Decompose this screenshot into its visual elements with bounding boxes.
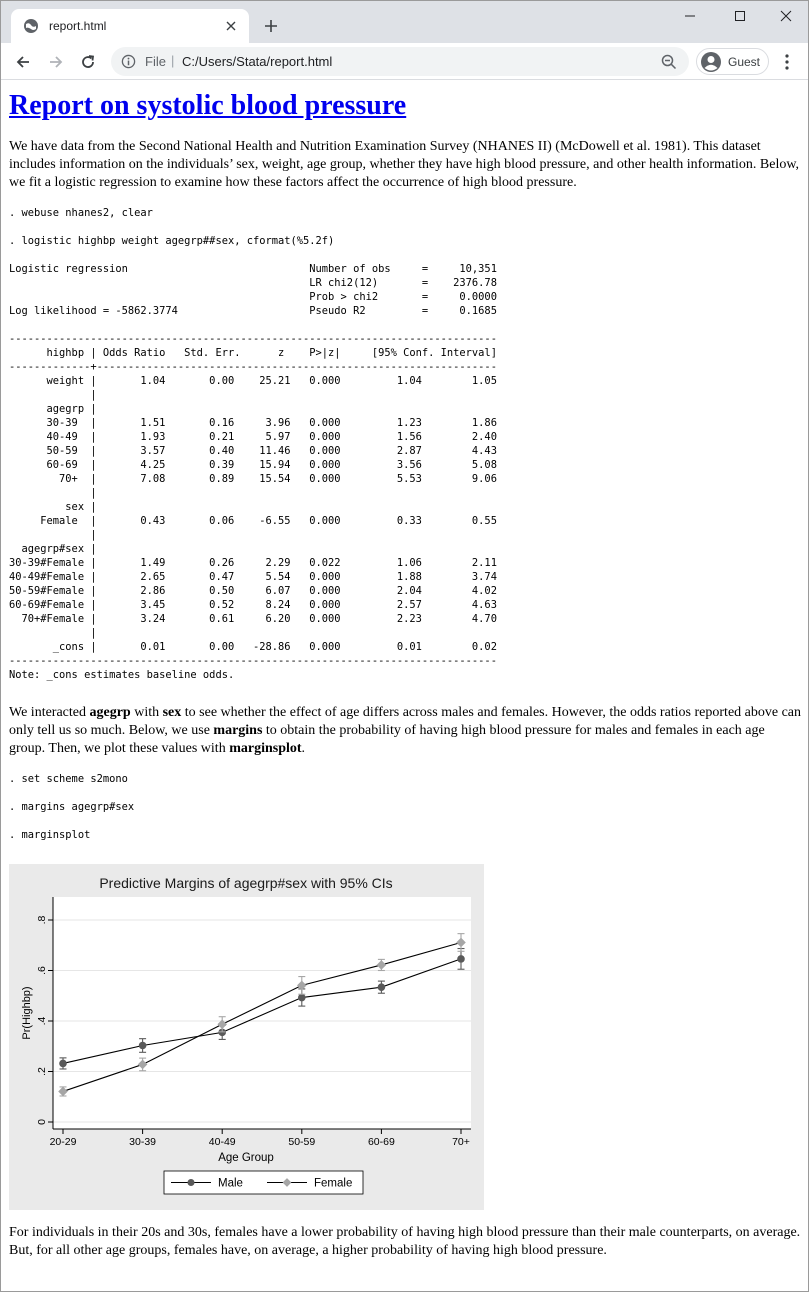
regression-output: Logistic regression Number of obs = 10,351 LR chi2(12) = 2376.78 Prob > chi2 = 0.0000 Log likelihood = -5862.3774 Pseudo R2 = 0.1685 ------------------------------------------------------------------------------ highbp | Odds Ratio Std. Err. z P>|z| [95% Conf. Interval] -------------+---------------------------------------------------------------- weight | 1.04 0.00 25.21 0.000 1.04 1.05 | agegrp | 30-39 | 1.51 0.16 3.96 0.000 1.23 1.86 40-49 | 1.93 0.21 5.97 0.000 1.56 2.40 50-59 | 3.57 0.40 11.46 0.000 2.87 4.43 60-69 | 4.25 0.39 15.94 0.000 3.56 5.08 70+ | 7.08 0.89 15.54 0.000 5.53 9.06 | sex | Female | 0.43 0.06 -6.55 0.000 0.33 0.55 | agegrp#sex | 30-39#Female | 1.49 0.26 2.29 0.022 1.06 2.11 40-49#Female | 2.65 0.47 5.54 0.000 1.88 3.74 50-59#Female | 2.86 0.50 6.07 0.000 2.04 4.02 60-69#Female | 3.45 0.52 8.24 0.000 2.57 4.63 70+#Female | 3.24 0.61 6.20 0.000 2.23 4.70 | _cons | 0.01 0.00 -28.86 0.000 0.01 0.02 ------------------------------------------------------------------------------ Note: _cons estimates baseline odds. <box>9 263 497 681</box>
x-tick-label: 20-29 <box>49 1136 77 1148</box>
legend-label: Female <box>314 1177 353 1190</box>
y-ticks <box>36 915 53 1124</box>
url-text[interactable]: C:/Users/Stata/report.html <box>182 54 333 69</box>
x-tick-label: 50-59 <box>288 1136 316 1148</box>
tab-report[interactable] <box>11 9 249 43</box>
bold-sex: sex <box>162 705 182 720</box>
y-axis-label: Pr(Highbp) <box>21 986 33 1040</box>
command-set-scheme: . set scheme s2mono <box>9 773 128 785</box>
globe-icon <box>23 18 39 34</box>
y-tick-label: .6 <box>36 966 48 975</box>
conclusion-paragraph: For individuals in their 20s and 30s, females have a lower probability of having high blood pressure than their male counterparts, on average. But, for all other age groups, females have, on average, a higher probability of having high blood pressure. <box>9 1225 801 1258</box>
y-tick-label: 0 <box>36 1119 48 1125</box>
page-content <box>9 80 804 1290</box>
command-margins: . margins agegrp#sex <box>9 801 135 813</box>
y-tick-label: .4 <box>36 1016 48 1026</box>
chart-title: Predictive Margins of agegrp#sex with 95% CIs <box>99 875 393 891</box>
new-tab-icon[interactable] <box>260 15 282 37</box>
zoom-out-icon[interactable] <box>661 54 677 70</box>
x-tick-label: 70+ <box>452 1136 470 1148</box>
legend <box>164 1171 363 1194</box>
y-tick-label: .2 <box>36 1067 48 1076</box>
info-icon[interactable] <box>121 54 136 69</box>
reload-icon[interactable] <box>77 51 99 73</box>
bold-margins: margins <box>213 723 263 738</box>
text-span: . <box>301 741 306 756</box>
text-span: to see whether the effect of age differs across males and females. However, the odds ratios reported above can only tell us so much. Below, we use <box>9 705 802 738</box>
data-point-male <box>139 1042 147 1050</box>
margins-plot-svg <box>9 864 484 1210</box>
profile-label: Guest <box>728 55 761 69</box>
tab-strip <box>1 1 808 43</box>
margins-plot <box>9 864 484 1210</box>
command-marginsplot: . marginsplot <box>9 829 91 841</box>
url-scheme: File <box>145 54 166 69</box>
command-logistic: . logistic highbp weight agegrp##sex, cformat(%5.2f) <box>9 235 335 247</box>
x-axis-label: Age Group <box>218 1152 274 1164</box>
text-span: to obtain the probability of having high blood pressure for males and females in each age group. Then, we plot these values with <box>9 723 765 756</box>
command-webuse: . webuse nhanes2, clear <box>9 207 153 219</box>
x-tick-label: 40-49 <box>208 1136 236 1148</box>
paragraph-margins <box>9 704 804 758</box>
tab-close-icon[interactable] <box>221 16 241 36</box>
y-tick-label: .8 <box>36 915 48 925</box>
data-point-male <box>298 994 306 1002</box>
legend-label: Male <box>218 1177 243 1190</box>
x-tick-label: 30-39 <box>129 1136 157 1148</box>
intro-paragraph: We have data from the Second National Health and Nutrition Examination Survey (NHANES II) (McDowell et al. 1981). This dataset includes information on the individuals’ sex, weight, age group, whether they have high blood pressure, and other health information. Below, we fit a logistic regression to examine how these factors affect the occurrence of high blood pressure. <box>9 139 800 190</box>
data-point-male <box>59 1060 67 1068</box>
browser-toolbar <box>1 43 808 80</box>
avatar-icon <box>701 52 721 72</box>
minimize-icon[interactable] <box>675 5 705 27</box>
data-point-male <box>378 983 386 991</box>
tab-title: report.html <box>49 19 107 33</box>
url-separator: | <box>171 53 175 68</box>
data-point-male <box>457 955 465 963</box>
legend-marker <box>188 1179 195 1186</box>
address-bar[interactable] <box>111 47 689 76</box>
back-arrow-icon[interactable] <box>12 51 34 73</box>
forward-arrow-icon[interactable] <box>45 51 67 73</box>
page-title[interactable]: Report on systolic blood pressure <box>9 90 407 121</box>
x-ticks <box>50 1129 470 1148</box>
bold-agegrp: agegrp <box>89 705 131 720</box>
close-window-icon[interactable] <box>771 5 801 27</box>
x-tick-label: 60-69 <box>367 1136 395 1148</box>
bold-marginsplot: marginsplot <box>229 741 302 756</box>
more-menu-icon[interactable] <box>780 52 794 72</box>
plot-area <box>53 897 471 1129</box>
profile-button[interactable] <box>696 48 769 75</box>
text-span: with <box>130 705 163 720</box>
maximize-icon[interactable] <box>725 5 755 27</box>
text-span: We interacted <box>9 705 90 720</box>
